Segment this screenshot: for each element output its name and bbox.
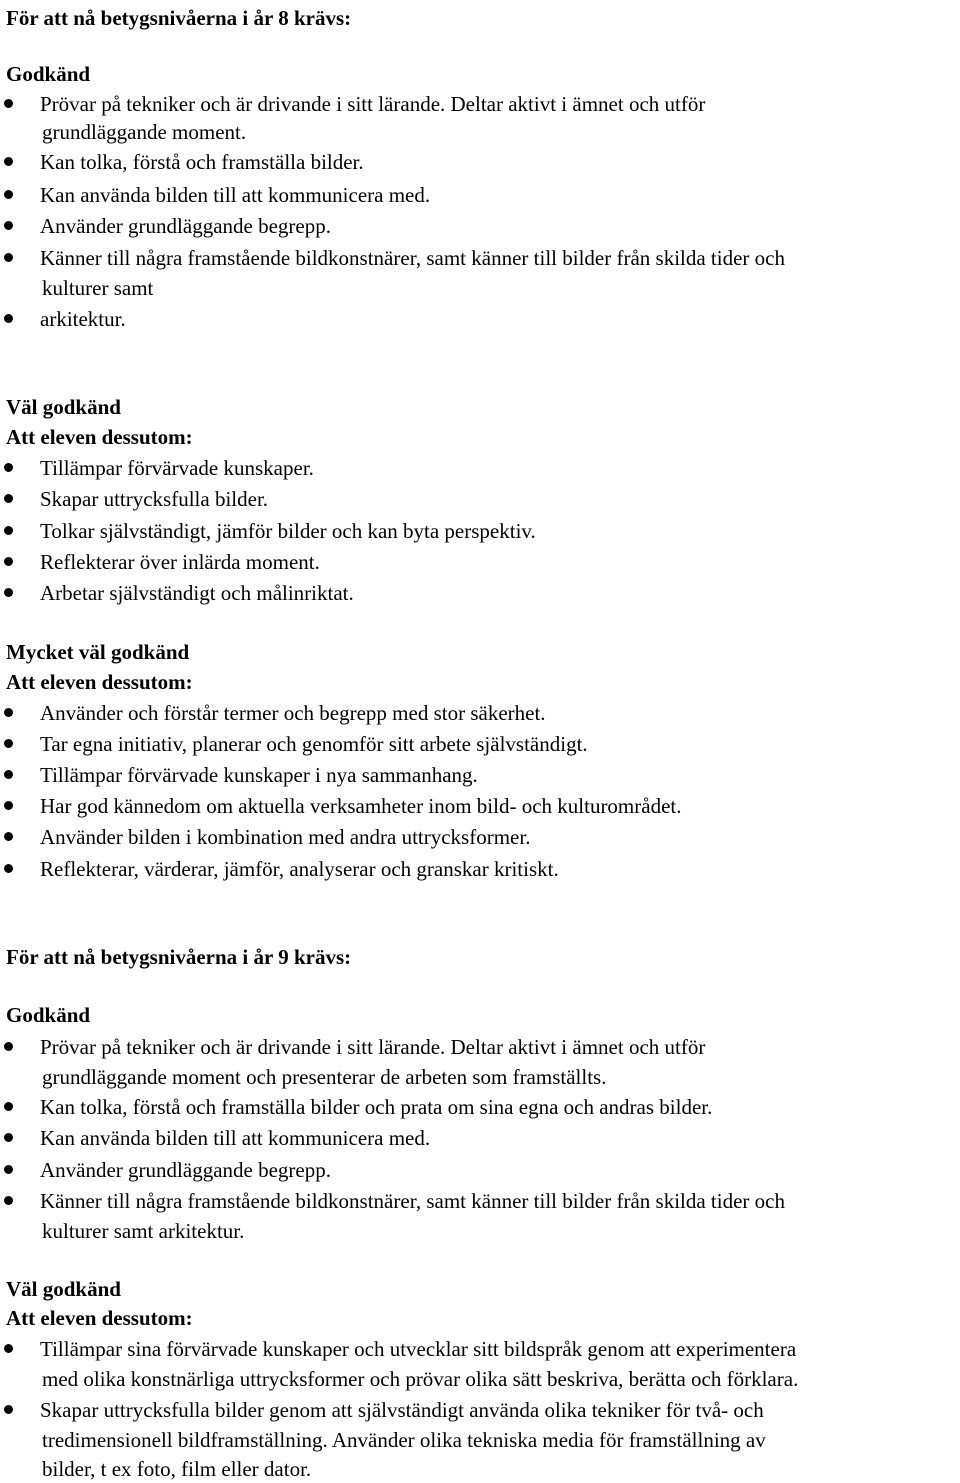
bullet-icon	[4, 1042, 13, 1051]
bullet-icon	[4, 253, 13, 262]
bullet-icon	[4, 588, 13, 597]
year9-g-title: Godkänd	[6, 1003, 91, 1027]
bullet-icon	[4, 157, 13, 166]
bullet-icon	[4, 221, 13, 230]
bullet-icon	[4, 708, 13, 717]
year8-mvg-subtitle: Att eleven dessutom:	[6, 670, 193, 694]
year9-vg-subtitle: Att eleven dessutom:	[6, 1306, 193, 1330]
list-item-continuation: grundläggande moment och presenterar de arbeten som framställts.	[42, 1065, 607, 1089]
bullet-icon	[4, 1102, 13, 1111]
year9-vg-title: Väl godkänd	[6, 1277, 121, 1301]
list-item-continuation: kulturer samt	[42, 276, 154, 300]
list-item-continuation: med olika konstnärliga uttrycksformer och prövar olika sätt beskriva, berätta och förklara.	[42, 1367, 799, 1391]
bullet-icon	[4, 1196, 13, 1205]
bullet-icon	[4, 190, 13, 199]
bullet-icon	[4, 463, 13, 472]
bullet-icon	[4, 832, 13, 841]
bullet-icon	[4, 1133, 13, 1142]
bullet-icon	[4, 801, 13, 810]
bullet-icon	[4, 557, 13, 566]
bullet-icon	[4, 314, 13, 323]
bullet-icon	[4, 526, 13, 535]
year8-g-title: Godkänd	[6, 62, 91, 86]
list-item-continuation: grundläggande moment.	[42, 120, 247, 144]
list-item-continuation: kulturer samt arkitektur.	[42, 1219, 245, 1243]
year8-mvg-title: Mycket väl godkänd	[6, 640, 190, 664]
bullet-icon	[4, 1405, 13, 1414]
year9-heading: För att nå betygsnivåerna i år 9 krävs:	[6, 945, 352, 969]
list-item-continuation: tredimensionell bildframställning. Använder olika tekniska media för framställning av	[42, 1428, 766, 1452]
year8-vg-subtitle: Att eleven dessutom:	[6, 425, 193, 449]
list-item-continuation: bilder, t ex foto, film eller dator.	[42, 1457, 312, 1481]
bullet-icon	[4, 1344, 13, 1353]
bullet-icon	[4, 739, 13, 748]
bullet-icon	[4, 99, 13, 108]
year8-heading: För att nå betygsnivåerna i år 8 krävs:	[6, 6, 352, 30]
bullet-icon	[4, 1165, 13, 1174]
year8-vg-title: Väl godkänd	[6, 395, 121, 419]
bullet-icon	[4, 494, 13, 503]
bullet-icon	[4, 770, 13, 779]
bullet-icon	[4, 864, 13, 873]
